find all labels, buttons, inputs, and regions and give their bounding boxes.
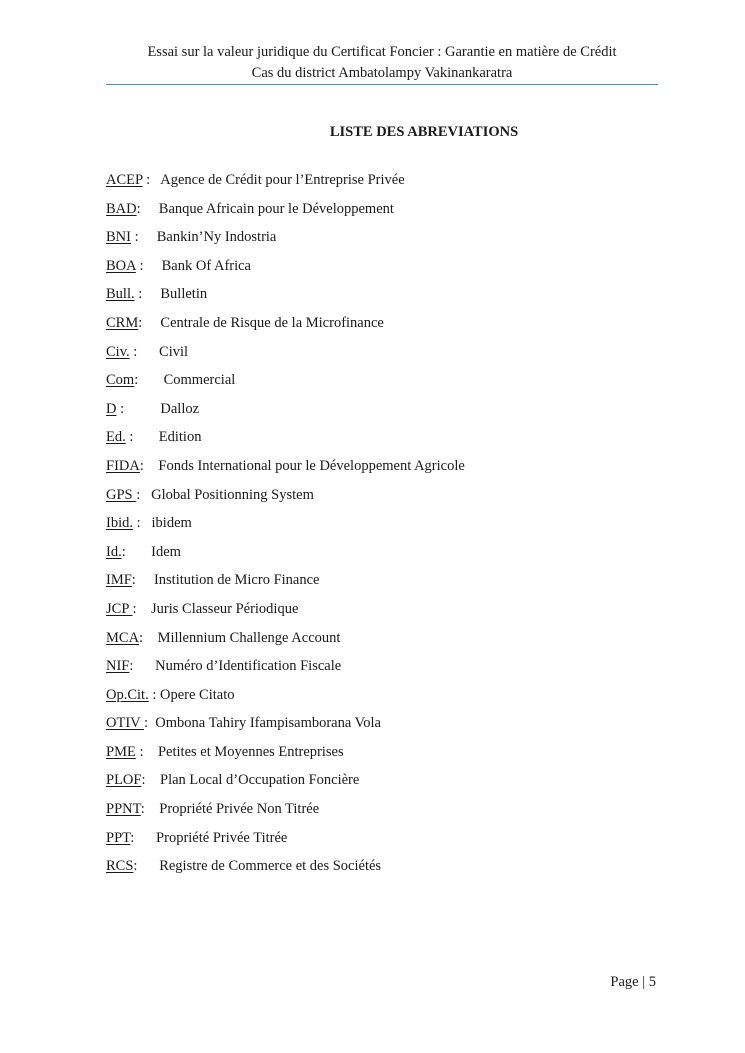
abbreviation-definition: Centrale de Risque de la Microfinance [160, 314, 384, 331]
abbreviation-item [106, 457, 666, 486]
abbreviation-key: BOA [106, 257, 136, 274]
abbreviation-key: IMF [106, 572, 132, 589]
abbreviation-key: FIDA [106, 457, 140, 474]
abbreviation-key: NIF [106, 658, 130, 675]
header-divider [106, 84, 658, 85]
abbreviation-definition: Millennium Challenge Account [157, 629, 341, 646]
abbreviation-separator: : [132, 600, 151, 617]
abbreviation-definition: Idem [151, 543, 181, 560]
abbreviation-item [106, 400, 666, 429]
abbreviation-definition: Propriété Privée Non Titrée [159, 801, 320, 818]
abbreviation-item [106, 686, 666, 715]
running-header [106, 42, 658, 84]
abbreviation-separator: : [121, 543, 152, 560]
abbreviation-item [106, 486, 666, 515]
abbreviation-definition: Fonds International pour le Développement Agricole [158, 457, 465, 474]
abbreviation-item [106, 343, 666, 372]
abbreviation-separator: : [129, 658, 156, 675]
abbreviation-key: ACEP [106, 172, 143, 188]
abbreviation-key: PLOF [106, 772, 142, 789]
abbreviation-item [106, 800, 666, 829]
abbreviation-separator: : [134, 372, 164, 389]
abbreviation-item [106, 743, 666, 772]
abbreviation-key: Ed. [106, 429, 126, 446]
abbreviation-item [106, 428, 666, 457]
abbreviation-separator: : [131, 572, 154, 589]
abbreviation-key: Bull. [106, 286, 135, 303]
abbreviation-key: BAD [106, 200, 137, 217]
header-title-line: Essai sur la valeur juridique du Certificat Foncier : Garantie en matière de Crédit [147, 44, 617, 60]
abbreviation-definition: Commercial [163, 372, 236, 389]
abbreviation-separator: : [135, 743, 158, 760]
abbreviation-key: CRM [106, 314, 139, 331]
abbreviation-separator: : [134, 286, 161, 303]
abbreviation-list [106, 171, 666, 886]
abbreviation-definition: Dalloz [160, 400, 200, 417]
abbreviation-key: Ibid. [106, 515, 133, 532]
page-number: Page | 5 [610, 974, 656, 990]
abbreviation-item [106, 285, 666, 314]
abbreviation-definition: Petites et Moyennes Entreprises [157, 743, 344, 760]
abbreviation-definition: Institution de Micro Finance [153, 572, 320, 589]
abbreviation-item [106, 543, 666, 572]
abbreviation-separator: : [139, 629, 158, 646]
abbreviation-separator: : [129, 343, 160, 360]
abbreviation-definition: Edition [158, 429, 202, 446]
abbreviation-definition: Propriété Privée Titrée [156, 829, 288, 846]
abbreviation-separator: : [139, 457, 159, 474]
abbreviation-definition: Registre de Commerce et des Sociétés [159, 858, 382, 875]
abbreviation-key: PPNT [106, 801, 141, 818]
abbreviation-key: GPS [106, 486, 137, 503]
abbreviation-separator: : [138, 314, 161, 331]
abbreviation-item [106, 171, 666, 200]
abbreviation-definition: Plan Local d’Occupation Foncière [160, 772, 360, 789]
abbreviation-separator: : [140, 801, 160, 818]
abbreviation-definition: Bank Of Africa [161, 257, 251, 274]
abbreviation-separator: : [132, 515, 152, 532]
abbreviation-item [106, 600, 666, 629]
abbreviation-key: PME [106, 743, 136, 760]
abbreviation-separator: : [148, 686, 160, 703]
abbreviation-definition: Agence de Crédit pour l’Entreprise Privée [160, 172, 405, 188]
abbreviation-key: RCS [106, 858, 134, 875]
abbreviation-definition: Banque Africain pour le Développement [158, 200, 394, 217]
abbreviation-key: Com [106, 372, 135, 389]
abbreviation-item [106, 314, 666, 343]
abbreviation-key: BNI [106, 229, 131, 246]
abbreviation-item [106, 657, 666, 686]
abbreviation-item [106, 829, 666, 858]
abbreviation-separator: : [130, 229, 157, 246]
abbreviation-item [106, 200, 666, 229]
abbreviation-key: MCA [106, 629, 140, 646]
abbreviation-item [106, 371, 666, 400]
abbreviation-definition: Juris Classeur Périodique [151, 600, 299, 617]
abbreviation-definition: Numéro d’Identification Fiscale [155, 658, 342, 675]
abbreviation-item [106, 629, 666, 658]
abbreviation-key: D [106, 400, 117, 417]
abbreviation-separator: : [133, 858, 160, 875]
abbreviation-key: Civ. [106, 343, 130, 360]
abbreviation-item [106, 571, 666, 600]
abbreviation-item [106, 771, 666, 800]
abbreviation-separator: : [130, 829, 157, 846]
abbreviation-key: OTIV [106, 715, 144, 732]
abbreviation-separator: : [144, 715, 156, 732]
abbreviation-separator: : [116, 400, 161, 417]
abbreviation-definition: Civil [159, 343, 189, 360]
page-title: LISTE DES ABREVIATIONS [329, 124, 519, 140]
abbreviation-key: Op.Cit. [106, 686, 149, 703]
abbreviation-separator: : [136, 200, 159, 217]
header-subtitle-line: Cas du district Ambatolampy Vakinankaratra [251, 65, 513, 81]
abbreviation-item [106, 714, 666, 743]
abbreviation-definition: Bankin’Ny Indostria [156, 229, 277, 246]
abbreviation-separator: : [135, 257, 162, 274]
abbreviation-definition: Ombona Tahiry Ifampisamborana Vola [155, 715, 381, 732]
abbreviation-item [106, 228, 666, 257]
abbreviation-definition: Bulletin [160, 286, 208, 303]
abbreviation-separator: : [142, 172, 161, 188]
abbreviation-definition: Opere Citato [159, 686, 235, 703]
abbreviation-definition: ibidem [151, 515, 192, 532]
abbreviation-definition: Global Positionning System [151, 486, 314, 503]
abbreviation-item [106, 257, 666, 286]
abbreviation-key: PPT [106, 829, 131, 846]
abbreviation-key: Id. [106, 543, 122, 560]
abbreviation-key: JCP [106, 600, 133, 617]
abbreviation-separator: : [136, 486, 152, 503]
abbreviation-separator: : [141, 772, 160, 789]
abbreviation-item [106, 857, 666, 886]
abbreviation-item [106, 514, 666, 543]
abbreviation-separator: : [125, 429, 159, 446]
